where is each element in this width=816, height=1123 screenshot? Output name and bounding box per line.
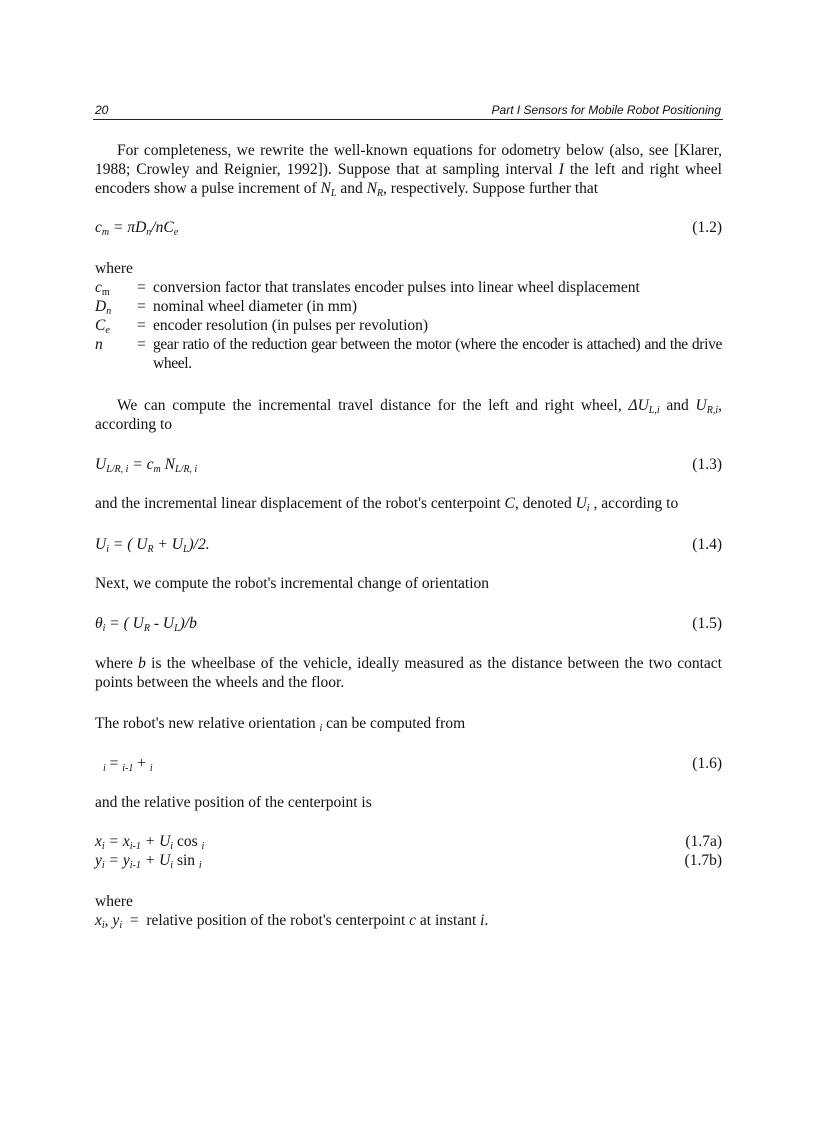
equation-1-4: $U_i$ = ( $U_R + U_L)/2$. (1.4): [95, 536, 722, 555]
page-number: 20: [95, 103, 109, 117]
definition-row: n = gear ratio of the reduction gear between the motor (where the encoder is attached) and the drive wheel.: [95, 336, 722, 372]
definition-row: $D_n$ = nominal wheel diameter (in mm): [95, 298, 358, 317]
orientation-paragraph: Next, we compute the robot's incremental change of orientation: [95, 575, 490, 592]
equation-1-3: $U_{L/R, i} = c_m$ $N_{L/R, i}$ (1.3): [95, 456, 722, 475]
travel-distance-paragraph: We can compute the incremental travel distance for the left and right wheel, $\Delta U_{L,i}$ and $U_{R,i}$, according to: [95, 397, 722, 433]
equation-1-7b: $y_i = y_{i-1} + U_i$ sin $_i$ (1.7b): [95, 852, 722, 871]
equation-number: (1.7b): [684, 852, 722, 869]
where-label: where: [95, 260, 133, 277]
equation-number: (1.2): [692, 219, 722, 236]
equation-1-6: $_i$ = $_{i-1}$ + $_i$ (1.6): [103, 755, 722, 774]
where-label: where: [95, 893, 133, 910]
equation-number: (1.7a): [685, 833, 722, 850]
equation-1-7a: $x_i = x_{i-1} + U_i$ cos $_i$ (1.7a): [95, 833, 722, 852]
running-title: Part I Sensors for Mobile Robot Positioning: [491, 103, 721, 117]
equation-1-2: $c_m = \pi D_n/nC_e$ (1.2): [95, 219, 722, 238]
position-paragraph: and the relative position of the centerpoint is: [95, 794, 372, 811]
definition-row: $C_e$ = encoder resolution (in pulses per revolution): [95, 317, 429, 336]
intro-paragraph: For completeness, we rewrite the well-known equations for odometry below (also, see [Klarer, 1988; Crowley and Reignier, 1992]). Suppose that at sampling interval I the left and right wheel encoders show a pulse increment of $N_L$ and $N_R$, respectively. Suppose further that: [95, 142, 722, 199]
equation-number: (1.3): [692, 456, 722, 473]
equation-number: (1.4): [692, 536, 722, 553]
running-header: [93, 101, 723, 120]
equation-1-5: $\theta_i$ = ( $U_R - U_L)/b$ (1.5): [95, 615, 722, 634]
final-definition: $x_i$, $y_i$ = relative position of the robot's centerpoint c at instant i.: [95, 912, 489, 931]
wheelbase-paragraph: where b is the wheelbase of the vehicle, ideally measured as the distance between the two contact points between the wheels and the floor.: [95, 655, 722, 691]
centerpoint-paragraph: and the incremental linear displacement of the robot's centerpoint C, denoted $U_i$ , according to: [95, 495, 679, 514]
equation-number: (1.6): [692, 755, 722, 772]
definition-row: $c_m$ = conversion factor that translates encoder pulses into linear wheel displacement: [95, 279, 640, 298]
equation-number: (1.5): [692, 615, 722, 632]
relative-orientation-paragraph: The robot's new relative orientation $_i$ can be computed from: [95, 715, 466, 734]
